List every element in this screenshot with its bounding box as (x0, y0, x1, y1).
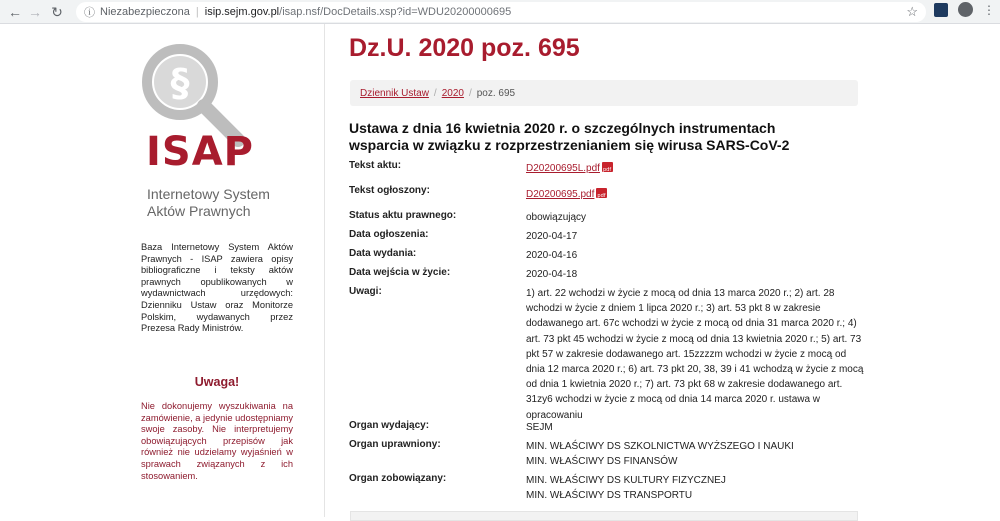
detail-label: Data ogłoszenia: (349, 229, 429, 240)
brand-subtitle (147, 186, 270, 220)
detail-value (526, 161, 866, 176)
bottom-panel (350, 511, 858, 521)
sidebar (0, 24, 325, 517)
detail-label: Organ zobowiązany: (349, 473, 447, 484)
detail-label: Tekst aktu: (349, 160, 402, 171)
detail-label: Tekst ogłoszony: (349, 185, 430, 196)
act-title: Ustawa z dnia 16 kwietnia 2020 r. o szczególnych instrumentach wsparcia w związku z rozprzestrzenianiem się wirusa SARS-CoV-2 (349, 120, 790, 153)
url-host: isip.sejm.gov.pl (204, 6, 280, 18)
pdf-link-tekst-ogloszony[interactable]: D20200695.pdf (526, 189, 595, 200)
pdf-link-tekst-aktu[interactable]: D20200695L.pdf (526, 163, 600, 174)
forward-arrow-icon[interactable]: → (28, 4, 42, 20)
info-icon[interactable]: ⓘ (84, 7, 95, 19)
menu-icon[interactable]: ⋮ (983, 2, 995, 17)
url-path: /isap.nsf/DocDetails.xsp?id=WDU20200000695 (279, 6, 512, 18)
organ-uprawniony-line: MIN. WŁAŚCIWY DS SZKOLNICTWA WYŻSZEGO I NAUKI (526, 441, 794, 452)
warning-text: Nie dokonujemy wyszukiwania na zamówienie, a jedynie udostępniamy swoje zasoby. Nie interpretujemy obowiązujących przepisów jak również nie udzielamy wyjaśnień w sprawach związanych z ich stosowaniem. (141, 401, 293, 481)
security-label: Niezabezpieczona (100, 6, 190, 18)
organ-zobowiazany-line: MIN. WŁAŚCIWY DS TRANSPORTU (526, 490, 693, 502)
reload-icon[interactable]: ↻ (51, 3, 63, 20)
url-separator: | (195, 6, 199, 18)
detail-label: Status aktu prawnego: (349, 210, 457, 221)
detail-value: 2020-04-16 (526, 250, 578, 261)
organ-uprawniony-line: MIN. WŁAŚCIWY DS FINANSÓW (526, 456, 678, 468)
svg-text:§: § (170, 61, 190, 105)
detail-value: 2020-04-17 (526, 231, 578, 242)
detail-label: Data wydania: (349, 248, 417, 259)
brand-subtitle-line1: Internetowy System (147, 186, 270, 202)
detail-value: 2020-04-18 (526, 269, 578, 280)
page-title: Dz.U. 2020 poz. 695 (349, 34, 580, 62)
pdf-icon[interactable] (596, 188, 607, 198)
extension-icon[interactable] (934, 3, 948, 17)
account-icon[interactable] (958, 2, 973, 17)
detail-label: Uwagi: (349, 286, 382, 297)
detail-value: 1) art. 22 wchodzi w życie z mocą od dnia 13 marca 2020 r.; 2) art. 28 wchodzi w życie z dniem 1 lipca 2020 r.; 3) art. 53 pkt 8 w zakresie dodawanego art. 67c wchodzi w życie z mocą od dnia 31 marca 2020 r.; 4) art. 73 pkt 45 wchodzi w życie z mocą od dnia 13 kwietnia 2020 r.; 5) art. 73 pkt 57 w zakresie dodawanego art. 15zzzzm wchodzi w życie z mocą od dnia 12 marca 2020 r.; 6) art. 73 pkt 20, 38, 39 i 41 wchodzą w życie z mocą od dnia 1 kwietnia 2020 r.; 7) art. 73 pkt 68 w zakresie dodawanego art. 31zy6 wchodzi w życie z mocą od dnia 14 marca 2020 r. ustawa w opracowaniu (526, 288, 864, 421)
detail-value (526, 187, 866, 202)
detail-value (526, 473, 866, 503)
main-content (326, 24, 1000, 517)
brand-logo-text: ISAP (146, 129, 254, 175)
detail-label: Organ wydający: (349, 420, 430, 431)
warning-title: Uwaga! (194, 375, 240, 389)
detail-value: obowiązujący (526, 212, 587, 223)
detail-value (526, 439, 866, 469)
organ-zobowiazany-line: MIN. WŁAŚCIWY DS KULTURY FIZYCZNEJ (526, 475, 726, 486)
back-arrow-icon[interactable]: ← (8, 4, 22, 20)
star-icon[interactable]: ☆ (906, 4, 918, 19)
breadcrumb-link-year[interactable]: 2020 (441, 87, 464, 99)
address-bar[interactable] (76, 2, 926, 22)
about-text: Baza Internetowy System Aktów Prawnych - ISAP zawiera opisy bibliograficzne i teksty aktów prawnych opublikowanych w wydawnictwach urzędowych: Dzienniku Ustaw oraz Monitorze Polskim, wydawanych przez Prezesa Rady Ministrów. (141, 242, 293, 334)
breadcrumb-separator: / (433, 87, 437, 99)
detail-value: SEJM (526, 422, 553, 433)
brand-subtitle-line2: Aktów Prawnych (147, 203, 251, 219)
breadcrumb-link-dziennik-ustaw[interactable]: Dziennik Ustaw (360, 87, 429, 99)
detail-label: Organ uprawniony: (349, 439, 441, 450)
breadcrumb-separator: / (468, 87, 472, 99)
pdf-icon[interactable] (602, 162, 613, 172)
breadcrumb (350, 80, 858, 106)
detail-label: Data wejścia w życie: (349, 267, 451, 278)
browser-toolbar (0, 0, 1000, 24)
breadcrumb-current: poz. 695 (476, 87, 516, 99)
